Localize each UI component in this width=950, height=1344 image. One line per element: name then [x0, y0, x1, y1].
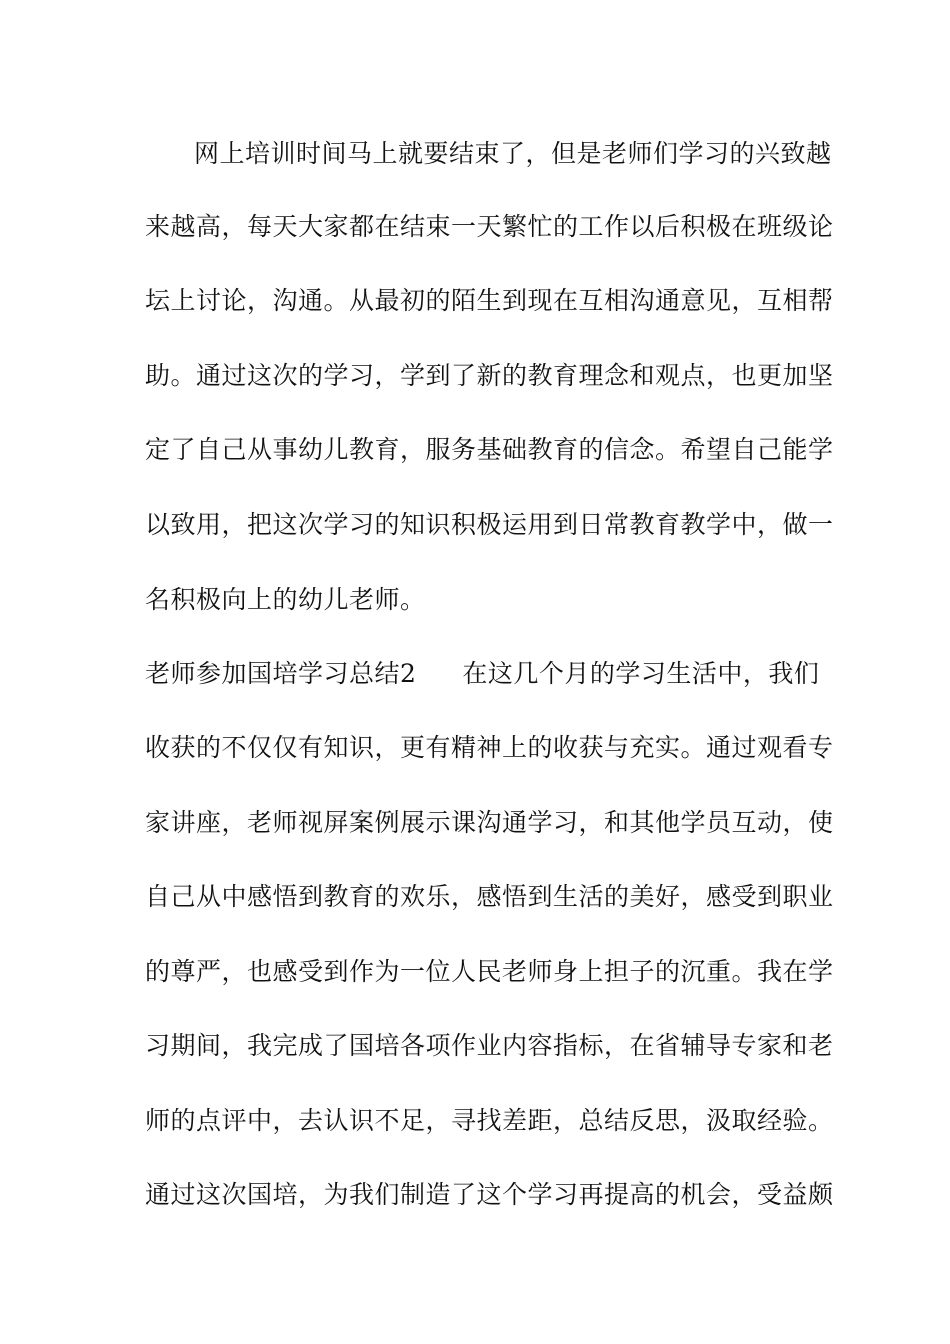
paragraph-line: 以致用，把这次学习的知识积极运用到日常教育教学中，做一: [145, 510, 834, 539]
paragraph-line: 家讲座，老师视屏案例展示课沟通学习，和其他学员互动，使: [145, 808, 834, 837]
paragraph-line: 助。通过这次的学习，学到了新的教育理念和观点，也更加坚: [145, 361, 834, 390]
paragraph-line: 来越高，每天大家都在结束一天繁忙的工作以后积极在班级论: [145, 212, 834, 241]
paragraph-line: 习期间，我完成了国培各项作业内容指标，在省辅导专家和老: [145, 1031, 834, 1060]
paragraph-line: 名积极向上的幼儿老师。: [145, 585, 426, 614]
paragraph-line: 网上培训时间马上就要结束了，但是老师们学习的兴致越: [194, 139, 832, 168]
paragraph-line: 坛上讨论，沟通。从最初的陌生到现在互相沟通意见，互相帮: [145, 286, 834, 315]
paragraph-line: 定了自己从事幼儿教育，服务基础教育的信念。希望自己能学: [145, 435, 834, 464]
section-heading-line: [145, 654, 820, 694]
paragraph-line: 收获的不仅仅有知识，更有精神上的收获与充实。通过观看专: [145, 733, 834, 762]
section-first-line: 在这几个月的学习生活中，我们: [462, 659, 820, 688]
paragraph-line: 师的点评中，去认识不足，寻找差距，总结反思，汲取经验。: [145, 1106, 834, 1135]
paragraph-line: 通过这次国培，为我们制造了这个学习再提高的机会，受益颇: [145, 1180, 834, 1209]
paragraph-line: 的尊严，也感受到作为一位人民老师身上担子的沉重。我在学: [145, 957, 834, 986]
paragraph-line: 自己从中感悟到教育的欢乐，感悟到生活的美好，感受到职业: [145, 882, 834, 911]
section-title: 老师参加国培学习总结2: [145, 659, 417, 688]
